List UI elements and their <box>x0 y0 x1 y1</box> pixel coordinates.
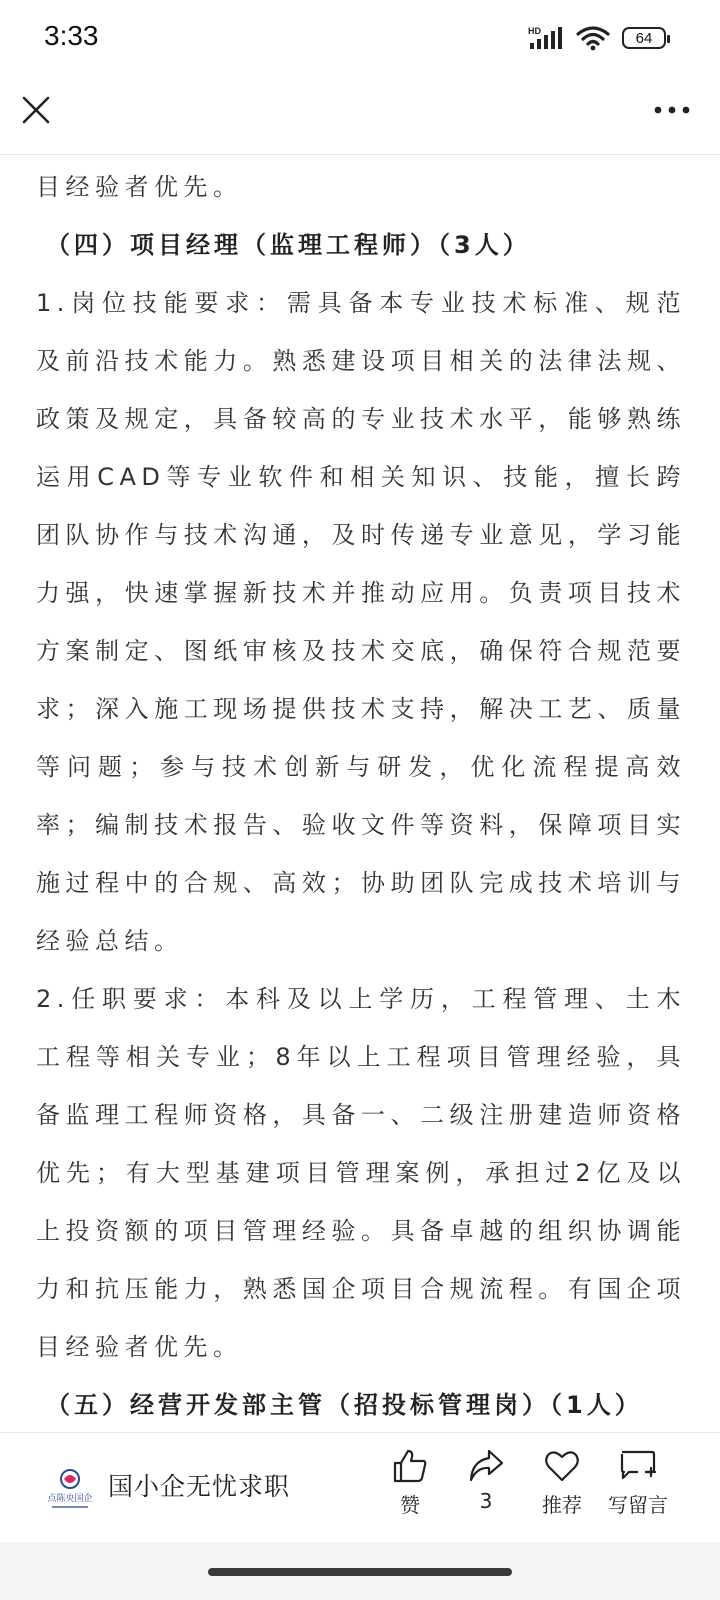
section-heading: （五）经营开发部主管（招投标管理岗）（1人） <box>46 1391 643 1419</box>
battery-icon <box>622 27 666 49</box>
comment-label: 写留言 <box>608 1493 668 1517</box>
article-paragraph: 目经验者优先。 <box>36 173 243 201</box>
close-icon[interactable] <box>18 92 54 128</box>
cellular-signal-icon <box>528 25 564 51</box>
like-label: 赞 <box>400 1493 420 1517</box>
share-arrow-icon <box>467 1447 505 1485</box>
article-paragraph: 1.岗位技能要求：需具备本专业技术标准、规范及前沿技术能力。熟悉建设项目相关的法律法规、政策及规定，具备较高的专业技术水平，能够熟练运用CAD等专业软件和相关知识、技能，擅长跨团队协作与技术沟通，及时传递专业意见，学习能力强，快速掌握新技术并推动应用。负责项目技术方案制定、图纸审核及技术交底，确保符合规范要求；深入施工现场提供技术支持，解决工艺、质量等问题；参与技术创新与研发，优化流程提高效率；编制技术报告、验收文件等资料，保障项目实施过程中的合规、高效；协助团队完成技术培训与经验总结。 <box>36 289 686 955</box>
top-bar <box>0 76 720 155</box>
like-button[interactable] <box>372 1447 448 1518</box>
navigation-area <box>0 1542 720 1600</box>
recommend-label: 推荐 <box>542 1493 582 1517</box>
battery-level: 64 <box>635 29 653 47</box>
article-body <box>36 158 686 1432</box>
heart-icon <box>543 1447 581 1485</box>
logo-text: 点陈央国企 <box>47 1494 93 1504</box>
hd-label: HD <box>528 26 541 36</box>
comment-add-icon <box>618 1447 658 1485</box>
article-paragraph: 2.任职要求：本科及以上学历，工程管理、土木工程等相关专业；8年以上工程项目管理经验，具备监理工程师资格，具备一、二级注册建造师资格优先；有大型基建项目管理案例，承担过2亿及以上投资额的项目管理经验。具备卓越的组织协调能力和抗压能力，熟悉国企项目合规流程。有国企项目经验者优先。 <box>36 985 686 1361</box>
section-heading: （四）项目经理（监理工程师）（3人） <box>46 231 531 259</box>
share-count: 3 <box>479 1489 493 1513</box>
home-indicator[interactable] <box>208 1568 512 1576</box>
comment-button[interactable] <box>600 1447 676 1518</box>
status-bar <box>0 0 720 76</box>
more-options-icon[interactable] <box>652 92 692 128</box>
wifi-icon <box>576 25 610 51</box>
thumbs-up-icon <box>391 1447 429 1485</box>
account-logo[interactable] <box>46 1463 94 1513</box>
status-icons <box>528 24 666 52</box>
account-name[interactable]: 国小企无忧求职 <box>108 1472 291 1501</box>
status-time: 3:33 <box>44 20 99 51</box>
recommend-button[interactable] <box>524 1447 600 1518</box>
bottom-bar <box>0 1432 720 1543</box>
share-button[interactable] <box>448 1447 524 1513</box>
